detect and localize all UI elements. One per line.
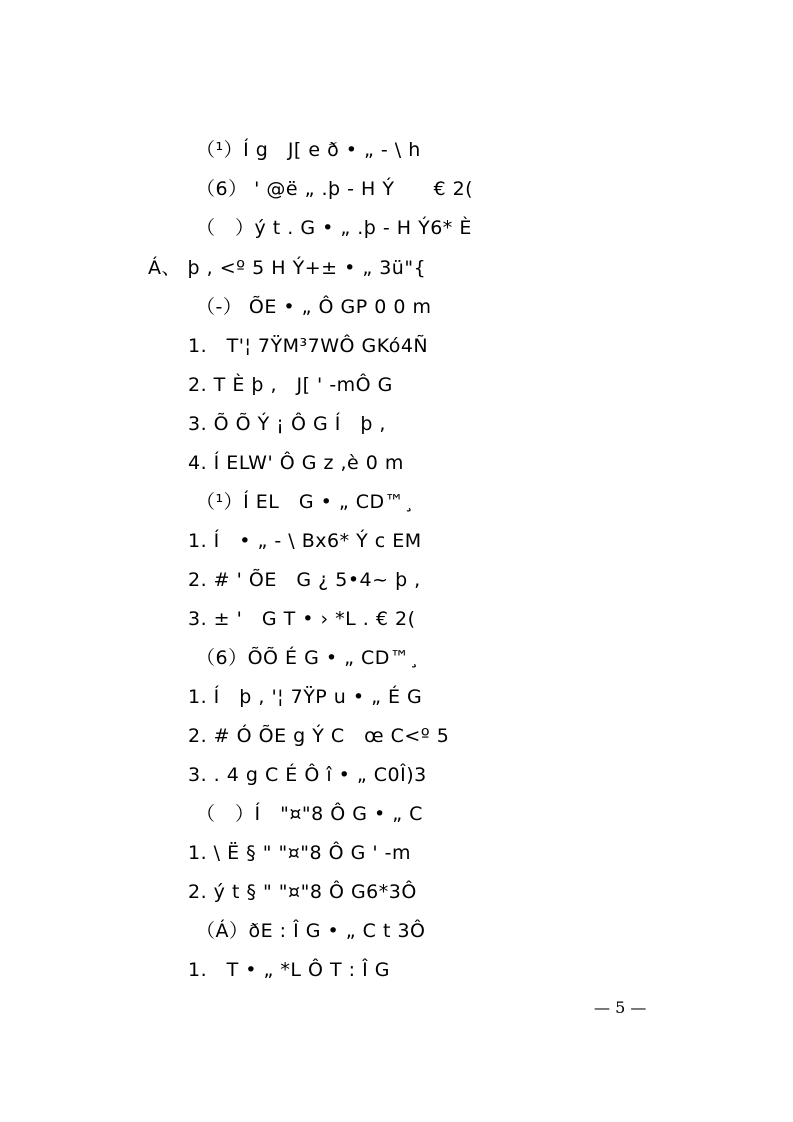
page-number: — 5 — — [594, 998, 647, 1017]
text-line: 4. Í ELW' Ô G z ,è 0 m — [188, 452, 404, 474]
text-line: （6）ÕÕ É G • „ CD™¸ — [196, 647, 420, 669]
text-line: 2. T È þ , J[ ' -mÔ G — [188, 374, 393, 396]
text-line: （¹）Í EL G • „ CD™¸ — [196, 491, 415, 513]
text-line: 1. T • „ *L Ô T : Î G — [188, 959, 390, 981]
text-line: （¹）Í g J[ e ð • „ - \ h — [196, 139, 421, 161]
text-line: 2. ý t § " "¤"8 Ô G6*3Ô — [188, 881, 417, 903]
text-line: 3. . 4 g C É Ô î • „ C0Î)3 — [188, 764, 427, 786]
text-line: 3. Õ Õ Ý ¡ Ô G Í þ , — [188, 413, 386, 435]
text-line: 3. ± ' G T • › *L . € 2( — [188, 608, 416, 630]
text-line: 1. T'¦ 7ŸM³7WÔ GKó4Ñ — [188, 335, 429, 357]
text-line: （6） ' @ë „ .þ - H Ý € 2( — [196, 178, 474, 200]
text-line: 2. # Ó ÕE g Ý C œ C<º 5 — [188, 725, 450, 747]
text-line: （-） ÕE • „ Ô GP 0 0 m — [196, 296, 432, 318]
text-line: 1. \ Ë § " "¤"8 Ô G ' -m — [188, 842, 412, 864]
text-line: 2. # ' ÕE G ¿ 5•4~ þ , — [188, 569, 421, 591]
text-line: （ ）ý t . G • „ .þ - H Ý6* È — [196, 217, 472, 239]
text-line: （Á）ðE : Î G • „ C t 3Ô — [196, 920, 426, 942]
text-line: Á、 þ , <º 5 H Ý+± • „ 3ü"{ — [148, 257, 427, 279]
text-line: 1. Í • „ - \ Bx6* Ý c EM — [188, 530, 422, 552]
text-line: （ ）Í "¤"8 Ô G • „ C — [196, 803, 423, 825]
text-line: 1. Í þ , '¦ 7ŸP u • „ É G — [188, 686, 423, 708]
